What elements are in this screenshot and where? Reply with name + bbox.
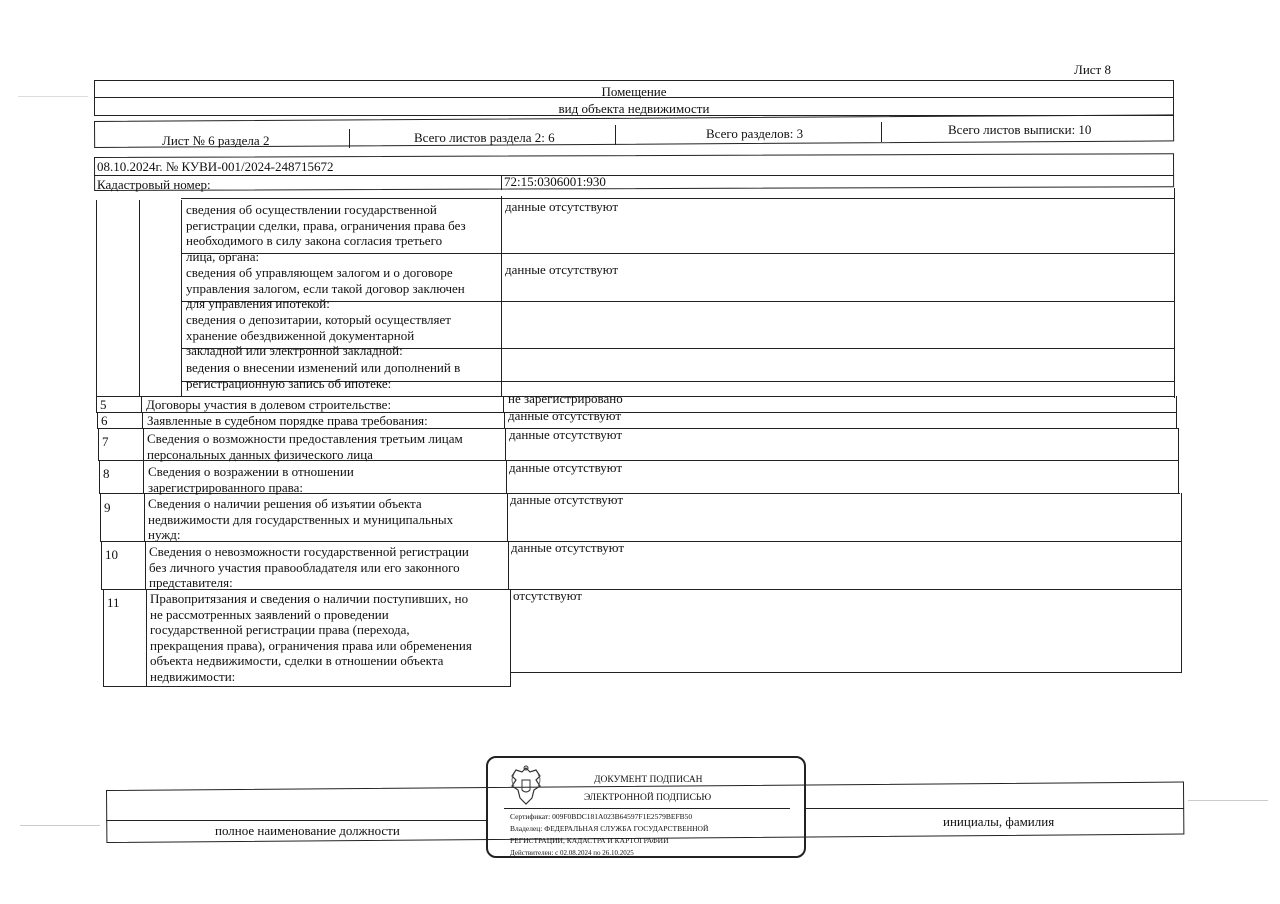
row-number: 10: [105, 547, 118, 562]
divider: [510, 589, 511, 687]
row-label: Сведения о возможности предоставления третьим лицам персональных данных физического лица: [147, 431, 463, 462]
sheet-label: Лист 8: [1074, 62, 1111, 77]
stamp-owner-2: РЕГИСТРАЦИИ, КАДАСТРА И КАРТОГРАФИИ: [510, 836, 669, 845]
divider: [94, 175, 1174, 176]
divider: [142, 412, 143, 429]
total-sections: Всего разделов: 3: [706, 126, 804, 141]
scan-noise: [20, 825, 100, 826]
sheet-number: Лист № 6 раздела 2: [162, 133, 270, 148]
divider: [146, 589, 147, 687]
stamp-title-1: ДОКУМЕНТ ПОДПИСАН: [594, 775, 703, 785]
divider: [504, 412, 505, 429]
divider: [96, 396, 97, 413]
divider: [139, 200, 140, 396]
divider: [144, 493, 145, 542]
divider: [1178, 428, 1179, 494]
row-number: 9: [104, 500, 111, 515]
row-value: не зарегистрировано: [508, 391, 623, 406]
divider: [1174, 188, 1175, 398]
sub-row-value: данные отсутствуют: [505, 262, 619, 277]
divider: [99, 460, 100, 494]
divider: [181, 200, 182, 396]
divider: [806, 808, 1184, 809]
divider: [1181, 493, 1182, 673]
sub-row-label: сведения об осуществлении государственной регистрации сделки, права, ограничения права без необходимого в силу закона согласия третьего лица, органа:: [186, 202, 466, 264]
scan-noise: [18, 96, 88, 97]
row-value: данные отсутствуют: [508, 408, 622, 423]
divider: [98, 428, 99, 461]
scan-noise: [1188, 800, 1268, 801]
divider: [97, 412, 98, 429]
name-caption: инициалы, фамилия: [943, 814, 1055, 829]
coat-of-arms-icon: [506, 764, 546, 808]
divider: [141, 396, 142, 413]
object-type: Помещение: [601, 84, 667, 99]
divider: [615, 125, 616, 145]
row-label: Заявленные в судебном порядке права требования:: [147, 413, 428, 428]
stamp-validity: Действителен: с 02.08.2024 по 26.10.2025: [510, 849, 634, 857]
object-kind-caption: вид объекта недвижимости: [558, 101, 710, 116]
row-value: данные отсутствуют: [511, 540, 625, 555]
sub-row-label: сведения об управляющем залогом и о договоре управления залогом, если такой договор заключен для управления ипотекой:: [186, 265, 465, 311]
row-value: данные отсутствуют: [509, 427, 623, 442]
row-label: Договоры участия в долевом строительстве:: [146, 397, 392, 412]
row-label: Правопритязания и сведения о наличии поступивших, но не рассмотренных заявлений о проведении государственной регистрации права (перехода, прекращения права), ограничения права или обременения объекта недвижимости, сделки в отношении объекта недвижимости:: [150, 591, 472, 684]
row-number: 6: [101, 413, 108, 428]
divider: [505, 428, 506, 461]
row-value: данные отсутствуют: [509, 460, 623, 475]
row-number: 7: [102, 434, 109, 449]
row-value: отсутствуют: [513, 588, 582, 603]
date-number: 08.10.2024г. № КУВИ-001/2024-248715672: [97, 159, 334, 174]
sub-row-label: ведения о внесении изменений или дополнений в регистрационную запись об ипотеке:: [186, 360, 461, 391]
divider: [103, 686, 510, 687]
divider: [507, 493, 508, 542]
divider: [143, 428, 144, 461]
divider: [501, 175, 502, 190]
divider: [101, 541, 102, 590]
row-number: 11: [107, 595, 120, 610]
total-sheets-section: Всего листов раздела 2: 6: [414, 130, 555, 145]
divider: [181, 198, 1174, 199]
divider: [103, 589, 104, 687]
electronic-signature-stamp: [486, 756, 806, 858]
divider: [503, 396, 504, 413]
position-caption: полное наименование должности: [215, 823, 400, 838]
divider: [504, 808, 790, 809]
row-label: Сведения о невозможности государственной регистрации без личного участия правообладателя или его законного представителя:: [149, 544, 469, 590]
divider: [106, 820, 486, 821]
row-label: Сведения о наличии решения об изъятии объекта недвижимости для государственных и муниципальных нужд:: [148, 496, 454, 542]
row-label: Сведения о возражении в отношении зарегистрированного права:: [148, 464, 354, 495]
divider: [506, 460, 507, 494]
divider: [349, 129, 350, 148]
stamp-certificate: Сертификат: 009F0BDC181A023B64597F1E2579BEFB50: [510, 812, 693, 821]
row-value: данные отсутствуют: [510, 492, 624, 507]
divider: [100, 493, 101, 542]
divider: [501, 196, 502, 396]
cadastral-label: Кадастровый номер:: [97, 177, 211, 192]
divider: [96, 200, 97, 396]
divider: [145, 541, 146, 590]
divider: [1176, 396, 1177, 429]
divider: [143, 460, 144, 494]
stamp-owner-1: Владелец: ФЕДЕРАЛЬНАЯ СЛУЖБА ГОСУДАРСТВЕННОЙ: [510, 824, 709, 833]
divider: [881, 122, 882, 142]
divider: [508, 541, 509, 590]
sub-row-label: сведения о депозитарии, который осуществляет хранение обездвиженной документарной закладной или электронной закладной:: [186, 312, 451, 358]
sub-row-value: данные отсутствуют: [505, 199, 619, 214]
cadastral-number: 72:15:0306001:930: [504, 174, 606, 189]
row-number: 5: [100, 397, 107, 412]
divider: [510, 672, 1182, 673]
row-number: 8: [103, 466, 110, 481]
total-sheets-extract: Всего листов выписки: 10: [948, 122, 1092, 137]
stamp-title-2: ЭЛЕКТРОННОЙ ПОДПИСЬЮ: [584, 793, 712, 803]
